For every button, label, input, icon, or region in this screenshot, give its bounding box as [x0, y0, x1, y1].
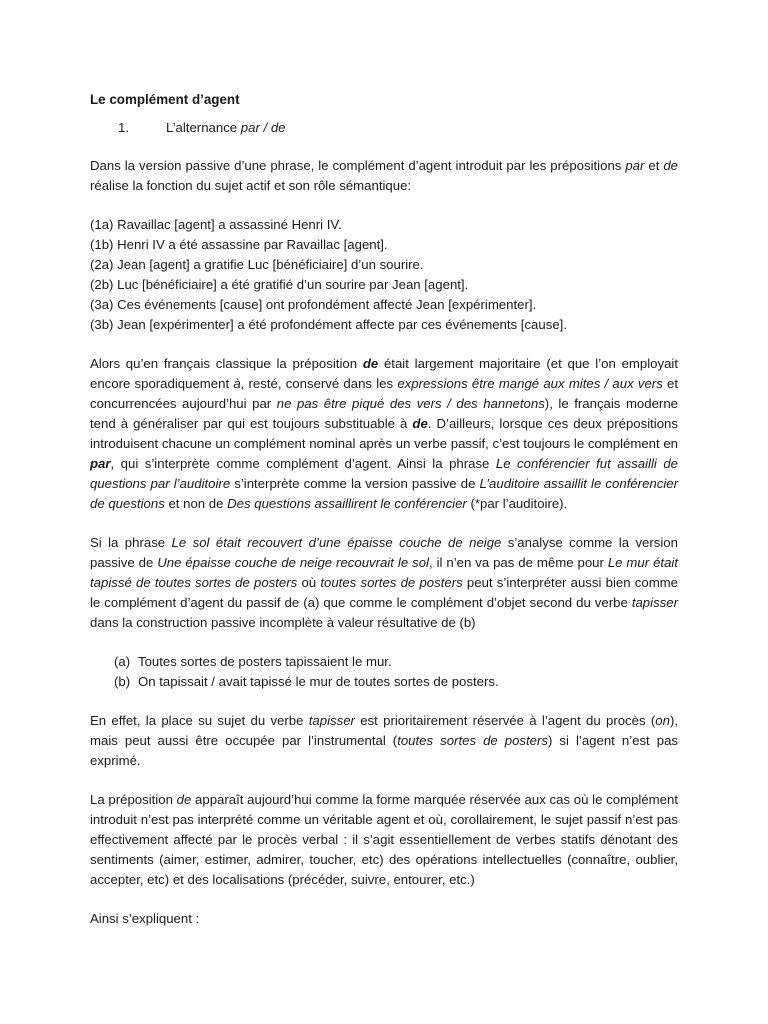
- closing-line: Ainsi s’expliquent :: [90, 911, 200, 926]
- list-item: [114, 672, 678, 692]
- paragraph-preposition-de: Alors qu’en français classique la préposition de était largement majoritaire (et que l’on employait encore sporadiquement à, resté, conservé dans les expressions être mangé aux mites / aux vers et concurrencées aujourd’hui par ne pas être piqué des vers / des hannetons), le français moderne tend à généraliser par qui est toujours substituable à de. D’ailleurs, lorsque ces deux prépositions introduisent chacune un complément nominal après un verbe passif, c’est toujours le complément en par, qui s’interprète comme complément d’agent. Ainsi la phrase Le conférencier fut assailli de questions par l’auditoire s’interprète comme la version passive de L’auditoire assaillit le conférencier de questions et non de Des questions assaillirent le conférencier (*par l’auditoire).: [90, 356, 679, 511]
- item-text: On tapissait / avait tapissé le mur de toutes sortes de posters.: [138, 674, 499, 689]
- page-title: Le complément d’agent: [90, 92, 240, 107]
- ab-example-list: [90, 652, 678, 692]
- paragraph-tapisser: Si la phrase Le sol était recouvert d’une épaisse couche de neige s’analyse comme la version passive de Une épaisse couche de neige recouvrait le sol, il n’en va pas de même pour Le mur était tapissé de toutes sortes de posters où toutes sortes de posters peut s’interpréter aussi bien comme le complément d’agent du passif de (a) que comme le complément d’objet second du verbe tapisser dans la construction passive incomplète à valeur résultative de (b): [90, 535, 679, 630]
- example-line: (2a) Jean [agent] a gratifie Luc [bénéficiaire] d’un sourire.: [90, 257, 424, 272]
- section-number: 1.: [118, 120, 129, 135]
- item-label: (a): [114, 654, 131, 669]
- example-line: (3b) Jean [expérimenter] a été profondément affecte par ces événements [cause].: [90, 317, 567, 332]
- example-line: (2b) Luc [bénéficiaire] a été gratifié d’un sourire par Jean [agent].: [90, 277, 469, 292]
- section-heading: [90, 118, 678, 138]
- item-label: (b): [114, 674, 131, 689]
- paragraph-preposition-marquee: La préposition de apparaît aujourd’hui comme la forme marquée réservée aux cas où le complément introduit n’est pas interprété comme un véritable agent et où, corollairement, le sujet passif n’est pas effectivement affecté par le procès verbal : il s’agit essentiellement de verbes statifs dénotant des sentiments (aimer, estimer, admirer, toucher, etc) des opérations intellectuelles (connaître, oublier, accepter, etc) et des localisations (précéder, suivre, entourer, etc.): [90, 792, 678, 887]
- document-page: [90, 90, 678, 948]
- paragraph-en-effet: En effet, la place su sujet du verbe tapisser est prioritairement réservée à l’agent du procès (on), mais peut aussi être occupée par l’instrumental (toutes sortes de posters) si l’agent n’est pas exprimé.: [90, 713, 678, 768]
- example-line: (1a) Ravaillac [agent] a assassiné Henri IV.: [90, 217, 342, 232]
- list-item: [114, 652, 678, 672]
- example-line: (3a) Ces événements [cause] ont profondément affecté Jean [expérimenter].: [90, 297, 537, 312]
- intro-paragraph: Dans la version passive d’une phrase, le complément d’agent introduit par les prépositions par et de réalise la fonction du sujet actif et son rôle sémantique:: [90, 158, 678, 193]
- example-line: (1b) Henri IV a été assassine par Ravaillac [agent].: [90, 237, 388, 252]
- example-list: [90, 215, 678, 335]
- item-text: Toutes sortes de posters tapissaient le mur.: [138, 654, 392, 669]
- section-title: L’alternance par / de: [166, 120, 286, 135]
